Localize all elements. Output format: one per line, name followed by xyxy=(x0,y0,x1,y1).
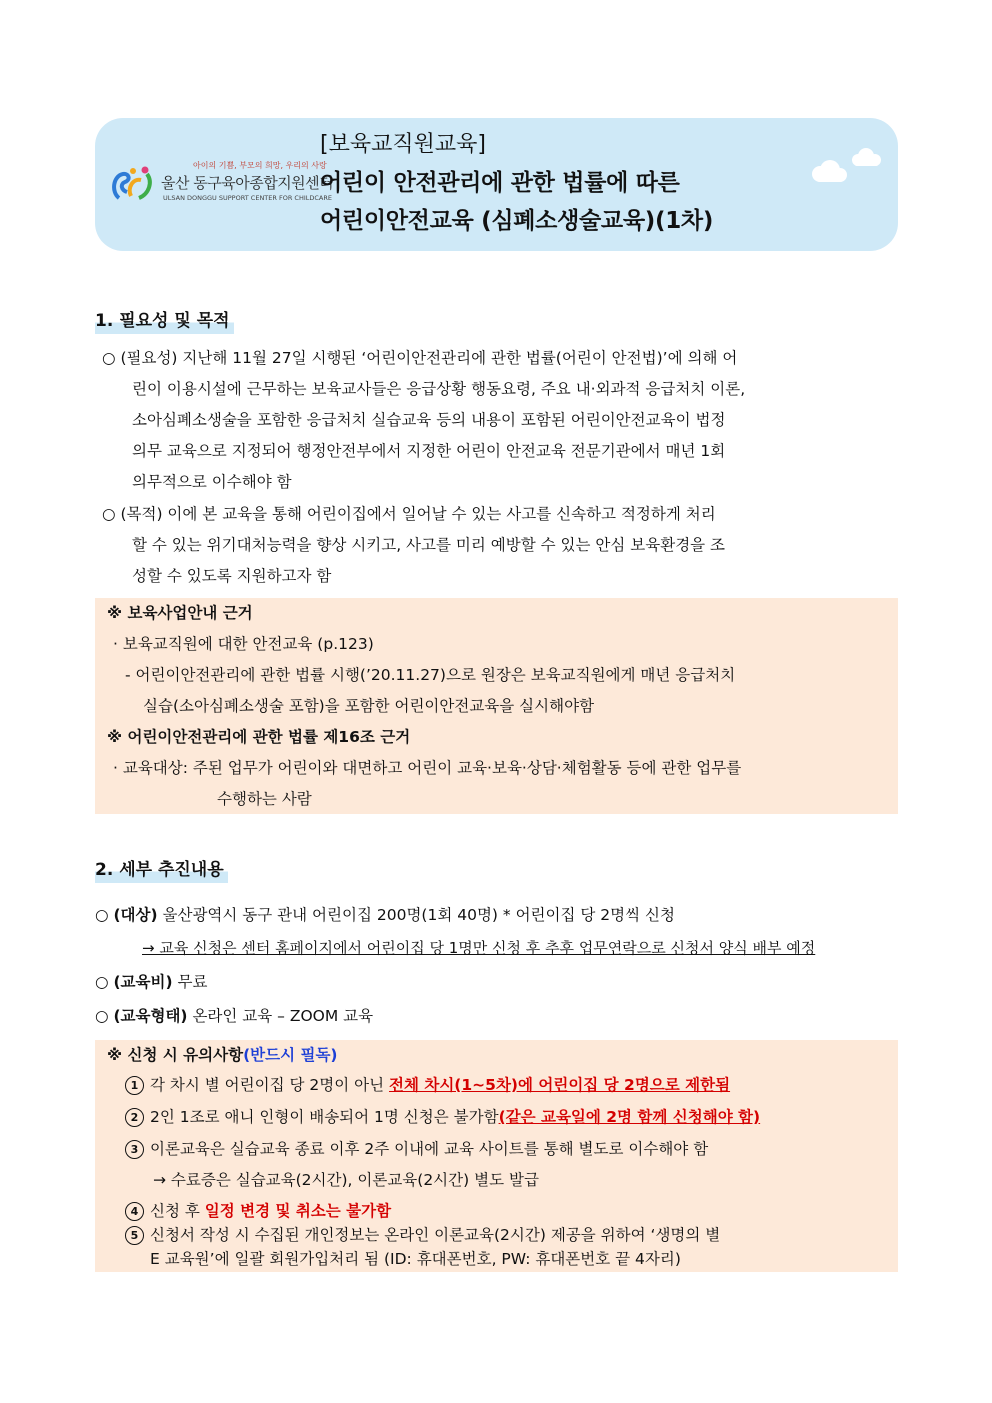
banner-title-line1: 어린이 안전관리에 관한 법률에 따른 xyxy=(320,170,680,196)
banner-text xyxy=(320,126,713,240)
format-row xyxy=(95,1001,373,1032)
need-line: 린이 이용시설에 근무하는 보육교사들은 응급상황 행동요령, 주요 내·외과적 응급처치 이론, xyxy=(132,380,746,398)
section2-title: 2. 세부 추진내용 xyxy=(95,857,228,883)
logo-english-name: ULSAN DONGGU SUPPORT CENTER FOR CHILDCARE xyxy=(163,194,332,202)
box-heading-guide: ※ 보육사업안내 근거 xyxy=(107,604,253,622)
box-item: · 교육대상: 주된 업무가 어린이와 대면하고 어린이 교육·보육·상담·체험활동 등에 관한 업무를 xyxy=(113,759,742,777)
center-logo xyxy=(103,148,334,218)
need-line: ○ (필요성) 지난해 11월 27일 시행된 ‘어린이안전관리에 관한 법률(어린이 안전법)’에 의해 어 xyxy=(102,349,738,367)
notice-heading: ※ 신청 시 유의사항(반드시 필독) xyxy=(107,1046,338,1064)
section1-title: 1. 필요성 및 목적 xyxy=(95,308,234,334)
need-line: 의무 교육으로 지정되어 행정안전부에서 지정한 어린이 안전교육 전문기관에서 매년 1회 xyxy=(132,442,726,460)
purpose-paragraph xyxy=(102,499,897,592)
banner-category: [보육교직원교육] xyxy=(320,132,486,157)
notice-heading-emphasis: (반드시 필독) xyxy=(243,1046,338,1064)
purpose-line: 할 수 있는 위기대처능력을 향상 시키고, 사고를 미리 예방할 수 있는 안심 보육환경을 조 xyxy=(132,536,726,554)
number-badge: 2 xyxy=(125,1108,144,1127)
logo-mark-icon xyxy=(109,162,157,206)
bullet: ○ xyxy=(95,906,114,924)
box-subitem: 실습(소아심폐소생술 포함)을 포함한 어린이안전교육을 실시해야함 xyxy=(143,697,595,715)
bullet: ○ xyxy=(95,1007,114,1025)
fee-text: 무료 xyxy=(177,973,208,991)
target-row xyxy=(95,900,675,931)
format-label: (교육형태) xyxy=(113,1007,188,1025)
box-heading-law: ※ 어린이안전관리에 관한 법률 제16조 근거 xyxy=(107,728,411,746)
format-text: 온라인 교육 – ZOOM 교육 xyxy=(192,1007,374,1025)
bullet: ○ xyxy=(95,973,114,991)
number-badge: 4 xyxy=(125,1202,144,1221)
need-line: 소아심폐소생술을 포함한 응급처치 실습교육 등의 내용이 포함된 어린이안전교육이 법정 xyxy=(132,411,726,429)
need-line: 의무적으로 이수해야 함 xyxy=(132,473,292,491)
logo-name: 울산 동구육아종합지원센터 xyxy=(161,174,334,192)
box-item: · 보육교직원에 대한 안전교육 (p.123) xyxy=(113,635,374,653)
banner-title-line2: 어린이안전교육 (심폐소생술교육)(1차) xyxy=(320,208,714,234)
notice-box xyxy=(95,1040,898,1272)
box-subitem: - 어린이안전관리에 관한 법률 시행(’20.11.27)으로 원장은 보육교직원에게 매년 응급처치 xyxy=(125,666,736,684)
number-badge: 3 xyxy=(125,1140,144,1159)
notice-item-5-cont: E 교육원’에 일괄 회원가입처리 됨 (ID: 휴대폰번호, PW: 휴대폰번호 끝 4자리) xyxy=(150,1250,681,1268)
notice-emphasis: 전체 차시(1~5차)에 어린이집 당 2명으로 제한됨 xyxy=(389,1076,731,1094)
notice-emphasis: (같은 교육일에 2명 함께 신청해야 함) xyxy=(498,1108,761,1126)
target-label: (대상) xyxy=(113,906,158,924)
notice-item-5: 5 신청서 작성 시 수집된 개인정보는 온라인 이론교육(2시간) 제공을 위하여 ‘생명의 별 xyxy=(125,1222,720,1248)
notice-item-2: 2 2인 1조로 애니 인형이 배송되어 1명 신청은 불가함(같은 교육일에 2명 함께 신청해야 함) xyxy=(125,1102,760,1133)
fee-row xyxy=(95,967,207,998)
purpose-line: 성할 수 있도록 지원하고자 함 xyxy=(132,567,332,585)
notice-item-1: 1 각 차시 별 어린이집 당 2명이 아닌 전체 차시(1~5차)에 어린이집 당 2명으로 제한됨 xyxy=(125,1070,730,1101)
number-badge: 5 xyxy=(125,1226,144,1245)
notice-emphasis: 일정 변경 및 취소는 불가함 xyxy=(204,1202,392,1220)
cloud-icon xyxy=(806,146,886,186)
number-badge: 1 xyxy=(125,1076,144,1095)
need-paragraph xyxy=(102,343,897,498)
target-text: 울산광역시 동구 관내 어린이집 200명(1회 40명) * 어린이집 당 2명씩 신청 xyxy=(162,906,675,924)
header-banner xyxy=(95,118,898,251)
target-note: → 교육 신청은 센터 홈페이지에서 어린이집 당 1명만 신청 후 추후 업무연락으로 신청서 양식 배부 예정 xyxy=(142,939,816,957)
legal-basis-box xyxy=(95,598,898,814)
notice-item-3: 3 이론교육은 실습교육 종료 이후 2주 이내에 교육 사이트를 통해 별도로 이수해야 함 xyxy=(125,1134,708,1165)
notice-item-3-sub: → 수료증은 실습교육(2시간), 이론교육(2시간) 별도 발급 xyxy=(153,1171,539,1189)
logo-slogan: 아이의 기쁨, 부모의 희망, 우리의 사랑 xyxy=(193,161,327,170)
fee-label: (교육비) xyxy=(113,973,173,991)
box-item: 수행하는 사람 xyxy=(217,790,312,808)
purpose-line: ○ (목적) 이에 본 교육을 통해 어린이집에서 일어날 수 있는 사고를 신속하고 적정하게 처리 xyxy=(102,505,716,523)
notice-item-4: 4 신청 후 일정 변경 및 취소는 불가함 xyxy=(125,1196,391,1227)
